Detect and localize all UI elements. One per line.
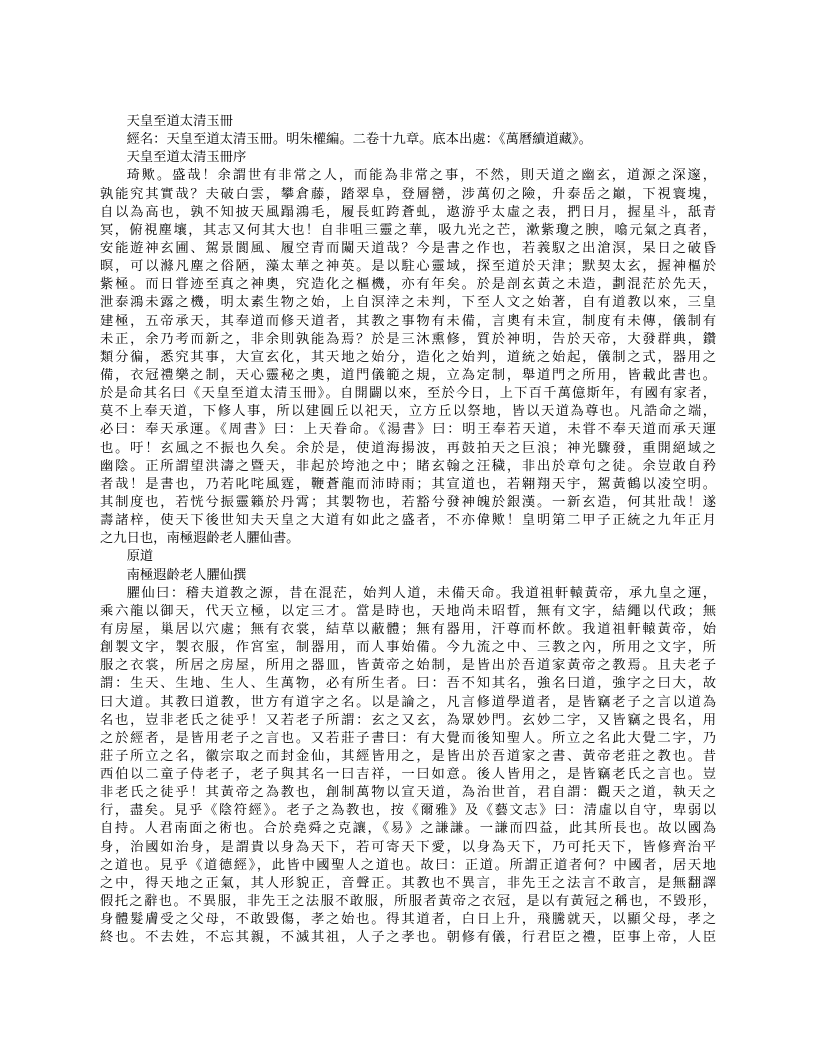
text-line: 之道也。見乎《道德經》，此皆中國聖人之道也。故曰：正道。所謂正道者何？中國者，居天地 (100, 856, 716, 872)
text-line: 冥，俯視塵壤，其志又何其大也！自非咀三靈之華，吸九光之芒，漱紫瓊之腴，噏元氣之真者， (100, 221, 716, 237)
text-line: 之九日也，南極遐齡老人臞仙書。 (100, 530, 300, 546)
text-line: 紫極。而日甞迹至真之神奧，究造化之樞機，亦有年矣。於是剖玄黃之未造，劃混茫於先天， (100, 276, 716, 292)
text-line: 也。吁！玄風之不振也久矣。余於是，使道海揚波，再鼓拍天之巨浪；神光驟發，重開絕域之 (100, 439, 716, 455)
text-line: 身，治國如治身，是謂貴以身為天下，若可寄天下愛，以身為天下，乃可托天下，皆修齊治平 (100, 838, 716, 854)
text-line: 建極，五帝承天，其奉道而修天道者，其教之事物有未備，言奧有未宣，制度有未傳，儀制有 (100, 312, 716, 328)
text-line: 謂：生天、生地、生人、生萬物，必有所生者。曰：吾不知其名，強名曰道，強字之曰大，故 (100, 675, 716, 691)
text-line: 孰能究其實哉？夫破白雲，攀倉藤，踏翠阜，登層巒，涉萬仞之險，升泰岳之巔，下視寰塊， (100, 185, 716, 201)
text-line: 創製文字，製衣服，作宮室，制器用，而人事始備。今九流之中、三教之內，所用之文字，所 (100, 639, 716, 655)
text-line: 於是命其名曰《天皇至道太清玉冊》。自開闢以來，至於今日，上下百千萬億斯年，有國有家者， (100, 385, 716, 401)
text-line: 假托之辭也。不異服，非先王之法服不敢服，所服者黃帝之衣冠，是以有黃冠之稱也，不毀形， (100, 893, 716, 909)
text-line: 泄泰鴻未露之機，明太素生物之始，上自溟涬之未判，下至人文之始著，自有道教以來，三皇 (100, 294, 716, 310)
text-block (100, 112, 716, 946)
text-line: 天皇至道太清玉冊序 (126, 149, 247, 165)
text-line: 名也，豈非老氏之徒乎！又若老子所謂：玄之又玄，為眾妙門。玄妙二字，又皆竊之畏名，用 (100, 711, 716, 727)
text-line: 幽陰。正所謂望洪濤之暨天，非起於垮池之中；睹玄翰之汪穢，非出於章句之徒。余豈敢自矜 (100, 457, 716, 473)
text-line: 之於經者，是皆用老子之言也。又若莊子書曰：有大覺而後知聖人。所立之名此大覺二字，乃 (100, 729, 716, 745)
text-line: 暝，可以滌凡塵之俗陋，藻太華之神英。是以駐心靈域，探至道於天津；默契太玄，握神樞於 (100, 258, 716, 274)
text-line: 莊子所立之名，徽宗取之而封金仙，其經皆用之，是皆出於吾道家之書、黃帝老莊之教也。昔 (100, 747, 716, 763)
text-line: 乘六龍以御天，代天立極，以定三才。當是時也，天地尚未昭晢，無有文字，結繩以代政；無 (100, 602, 716, 618)
text-line: 服之衣裳，所居之房屋，所用之器皿，皆黃帝之始制，是皆出於吾道家黃帝之教焉。且夫老子 (100, 657, 716, 673)
text-line: 者哉！是書也，乃若叱咤風霆，鞭蒼龍而沛時雨；其宣道也，若翱翔天宇，駕黃鶴以凌空明。 (100, 475, 716, 491)
text-line: 天皇至道太清玉冊 (126, 113, 233, 128)
text-line: 行，盡矣。見乎《陰符經》。老子之為教也，按《爾雅》及《藝文志》曰：清虛以自守，卑弱以 (100, 802, 716, 818)
text-line: 身體髮膚受之父母，不敢毀傷，孝之始也。得其道者，白日上升，飛騰就天，以顯父母，孝之 (100, 911, 716, 927)
text-line: 原道 (126, 548, 154, 564)
text-line: 安能遊神玄圃、駕景閬風、履空青而闚天道哉？今是書之作也，若義馭之出滄溟，杲日之破昏 (100, 239, 716, 255)
text-line: 經名：天皇至道太清玉冊。明朱權編。二卷十九章。底本出處：《萬曆續道藏》。 (126, 131, 592, 147)
text-line: 壽諸梓，使天下後世知夫天皇之大道有如此之盛者，不亦偉歟！皇明第二甲子正統之九年正月 (100, 512, 716, 528)
text-line: 自以為高也，孰不知披天風蹋鴻毛，履長虹跨蒼虬，遨游乎太虛之表，捫日月，握星斗，舐青 (100, 203, 716, 219)
text-line: 琦歟。盛哉！余謂世有非常之人，而能為非常之事，不然，則天道之幽玄，道源之深邃， (126, 167, 716, 183)
text-line: 西伯以二童子侍老子，老子與其名一曰吉祥，一曰如意。後人皆用之，是皆竊老氏之言也。豈 (100, 766, 716, 782)
text-line: 曰大道。其教曰道教，世方有道字之名。以是論之，凡言修道學道者，是皆竊老子之言以道為 (100, 693, 716, 709)
text-line: 之中，得天地之正氣，其人形貌正，音聲正。其教也不異言，非先王之法言不敢言，是無翻譯 (100, 874, 716, 890)
text-line: 自持。人君南面之術也。合於堯舜之克讓，《易》之謙謙。一謙而四益，此其所長也。故以國為 (100, 820, 716, 836)
text-line: 非老氏之徒乎！其黃帝之為教也，創制萬物以宣天道，為治世首，君自謂：觀天之道，執天之 (100, 784, 716, 800)
text-line: 備，衣冠禮樂之制，天心靈秘之奧，道門儀範之規，立為定制，舉道門之所用，皆載此書也。 (100, 366, 716, 382)
text-line: 其制度也，若恍兮振靈籟於丹霄；其製物也，若豁兮發神魄於銀漢。一新玄造，何其壯哉！遂 (100, 493, 716, 509)
text-line: 類分徧，悉究其事，大宣玄化，其天地之始分，造化之始判，道統之始起，儀制之式，器用之 (100, 348, 716, 364)
text-line: 必曰：奉天承運。《周書》曰：上天眷命。《湯書》曰：明王奉若天道，未甞不奉天道而承天運 (100, 421, 716, 437)
text-line: 莫不上奉天道，下修人事，所以建圓丘以祀天，立方丘以祭地，皆以天道為尊也。凡誥命之端， (100, 403, 716, 419)
text-line: 南極遐齡老人臞仙撰 (126, 566, 247, 582)
text-line: 未正，余乃考而新之，非余則孰能為焉？於是三沐熏修，質於神明，告於天帝，大發群典，鑽 (100, 330, 716, 346)
text-line: 終也。不去姓，不忘其親，不滅其祖，人子之孝也。朝修有儀，行君臣之禮，臣事上帝，人臣 (100, 929, 716, 945)
text-line: 有房屋，巢居以穴處；無有衣裳，結草以蔽體；無有器用，汗尊而杯飲。我道祖軒轅黃帝，始 (100, 620, 716, 636)
text-line: 臞仙曰：稽夫道教之源，昔在混茫，始判人道，未備天命。我道祖軒轅黃帝，承九皇之運， (126, 584, 716, 600)
